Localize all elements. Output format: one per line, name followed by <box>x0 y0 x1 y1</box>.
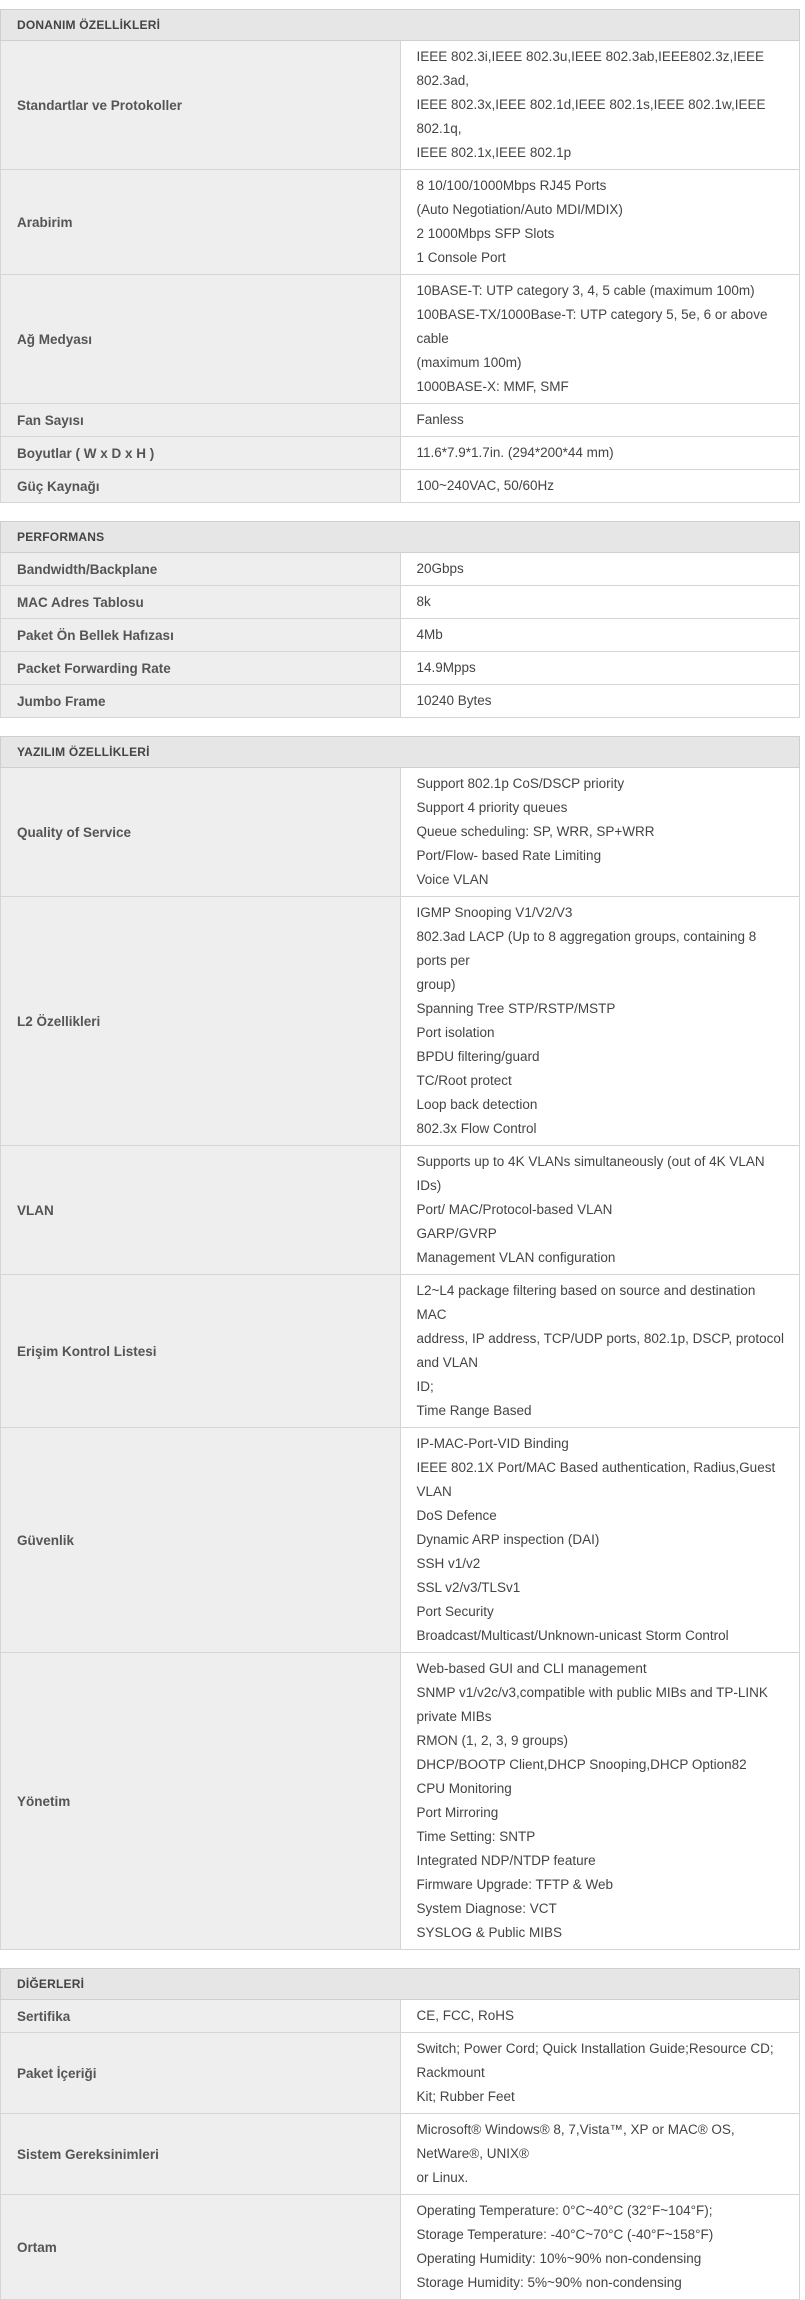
spec-value <box>400 2114 800 2195</box>
spec-value-line: 14.9Mpps <box>416 660 476 675</box>
spec-label: Yönetim <box>1 1653 401 1950</box>
spec-label: Paket İçeriği <box>1 2033 401 2114</box>
spec-row <box>1 2114 800 2195</box>
spec-value <box>400 1275 800 1428</box>
spec-row <box>1 2033 800 2114</box>
spec-value-line: IEEE 802.3i,IEEE 802.3u,IEEE 802.3ab,IEEE802.3z,IEEE 802.3ad, <box>416 49 764 88</box>
spec-value <box>400 275 800 404</box>
spec-value-line: SSL v2/v3/TLSv1 <box>416 1580 521 1595</box>
spec-row <box>1 619 800 652</box>
spec-label: Erişim Kontrol Listesi <box>1 1275 401 1428</box>
spec-value-line: 20Gbps <box>416 561 464 576</box>
spec-value-line: TC/Root protect <box>416 1073 512 1088</box>
spec-value-line: Time Setting: SNTP <box>416 1829 536 1844</box>
spec-row <box>1 170 800 275</box>
spec-row <box>1 1653 800 1950</box>
spec-value <box>400 897 800 1146</box>
spec-value-line: Port/Flow- based Rate Limiting <box>416 848 602 863</box>
spec-value-line: Port isolation <box>416 1025 495 1040</box>
spec-table-donanim-ozellikleri <box>0 9 800 503</box>
spec-label: MAC Adres Tablosu <box>1 586 401 619</box>
spec-value-line: Dynamic ARP inspection (DAI) <box>416 1532 600 1547</box>
spec-value-line: Fanless <box>416 412 464 427</box>
spec-row <box>1 41 800 170</box>
spec-value-line: System Diagnose: VCT <box>416 1901 557 1916</box>
spec-row <box>1 437 800 470</box>
spec-value-line: Port Mirroring <box>416 1805 499 1820</box>
spec-value-line: Operating Temperature: 0°C~40°C (32°F~104°F); <box>416 2203 713 2218</box>
spec-label: Sistem Gereksinimleri <box>1 2114 401 2195</box>
spec-value <box>400 2000 800 2033</box>
spec-value-line: Broadcast/Multicast/Unknown-unicast Storm Control <box>416 1628 729 1643</box>
spec-value-line: Voice VLAN <box>416 872 489 887</box>
spec-row <box>1 553 800 586</box>
spec-value-line: 100BASE-TX/1000Base-T: UTP category 5, 5e, 6 or above cable <box>416 307 768 346</box>
spec-value-line: Web-based GUI and CLI management <box>416 1661 647 1676</box>
spec-value-line: 1 Console Port <box>416 250 506 265</box>
spec-value-line: Loop back detection <box>416 1097 538 1112</box>
spec-value <box>400 652 800 685</box>
section-title: DİĞERLERİ <box>1 1969 800 2000</box>
spec-value <box>400 1146 800 1275</box>
spec-value <box>400 41 800 170</box>
spec-row <box>1 1428 800 1653</box>
spec-value <box>400 2033 800 2114</box>
spec-label: Packet Forwarding Rate <box>1 652 401 685</box>
spec-label: Standartlar ve Protokoller <box>1 41 401 170</box>
spec-value-line: RMON (1, 2, 3, 9 groups) <box>416 1733 569 1748</box>
spec-row <box>1 768 800 897</box>
spec-value-line: 1000BASE-X: MMF, SMF <box>416 379 569 394</box>
spec-value-line: (Auto Negotiation/Auto MDI/MDIX) <box>416 202 623 217</box>
spec-label: L2 Özellikleri <box>1 897 401 1146</box>
spec-value-line: Port/ MAC/Protocol-based VLAN <box>416 1202 613 1217</box>
spec-value-line: SYSLOG & Public MIBS <box>416 1925 563 1940</box>
spec-value <box>400 685 800 718</box>
spec-value-line: IEEE 802.1X Port/MAC Based authentication, Radius,Guest VLAN <box>416 1460 776 1499</box>
spec-row <box>1 685 800 718</box>
spec-label: Bandwidth/Backplane <box>1 553 401 586</box>
spec-value-line: 802.3x Flow Control <box>416 1121 537 1136</box>
section-title: DONANIM ÖZELLİKLERİ <box>1 10 800 41</box>
spec-value-line: or Linux. <box>416 2170 469 2185</box>
spec-value-line: 10BASE-T: UTP category 3, 4, 5 cable (maximum 100m) <box>416 283 755 298</box>
spec-value-line: Management VLAN configuration <box>416 1250 616 1265</box>
spec-value-line: CE, FCC, RoHS <box>416 2008 515 2023</box>
spec-value-line: DoS Defence <box>416 1508 497 1523</box>
spec-value-line: Operating Humidity: 10%~90% non-condensing <box>416 2251 702 2266</box>
spec-value-line: Storage Temperature: -40°C~70°C (-40°F~158°F) <box>416 2227 714 2242</box>
spec-value-line: IP-MAC-Port-VID Binding <box>416 1436 569 1451</box>
spec-value-line: 802.3ad LACP (Up to 8 aggregation groups, containing 8 ports per <box>416 929 757 968</box>
spec-table-performans <box>0 521 800 718</box>
spec-value <box>400 437 800 470</box>
spec-row <box>1 2000 800 2033</box>
spec-label: Güvenlik <box>1 1428 401 1653</box>
spec-label: Sertifika <box>1 2000 401 2033</box>
spec-value <box>400 553 800 586</box>
spec-value-line: Time Range Based <box>416 1403 532 1418</box>
spec-row <box>1 586 800 619</box>
section-title: YAZILIM ÖZELLİKLERİ <box>1 737 800 768</box>
spec-value-line: group) <box>416 977 456 992</box>
spec-value-line: Queue scheduling: SP, WRR, SP+WRR <box>416 824 655 839</box>
spec-label: Arabirim <box>1 170 401 275</box>
spec-row <box>1 275 800 404</box>
spec-value-line: 4Mb <box>416 627 443 642</box>
spec-value-line: SSH v1/v2 <box>416 1556 481 1571</box>
spec-value-line: Spanning Tree STP/RSTP/MSTP <box>416 1001 616 1016</box>
spec-label: Boyutlar ( W x D x H ) <box>1 437 401 470</box>
spec-value <box>400 586 800 619</box>
section-title: PERFORMANS <box>1 522 800 553</box>
spec-label: Ağ Medyası <box>1 275 401 404</box>
spec-table-yazilim-ozellikleri <box>0 736 800 1950</box>
spec-label: Jumbo Frame <box>1 685 401 718</box>
spec-value-line: Kit; Rubber Feet <box>416 2089 515 2104</box>
spec-value-line: 11.6*7.9*1.7in. (294*200*44 mm) <box>416 445 614 460</box>
spec-label: Quality of Service <box>1 768 401 897</box>
spec-value-line: IEEE 802.3x,IEEE 802.1d,IEEE 802.1s,IEEE 802.1w,IEEE 802.1q, <box>416 97 766 136</box>
spec-row <box>1 2195 800 2300</box>
spec-row <box>1 1275 800 1428</box>
spec-value-line: CPU Monitoring <box>416 1781 512 1796</box>
spec-value-line: IGMP Snooping V1/V2/V3 <box>416 905 573 920</box>
spec-label: Güç Kaynağı <box>1 470 401 503</box>
spec-row <box>1 470 800 503</box>
spec-label: Fan Sayısı <box>1 404 401 437</box>
spec-value-line: ID; <box>416 1379 434 1394</box>
spec-value-line: 2 1000Mbps SFP Slots <box>416 226 555 241</box>
spec-value-line: Port Security <box>416 1604 494 1619</box>
spec-value-line: 10240 Bytes <box>416 693 492 708</box>
spec-value-line: 8k <box>416 594 431 609</box>
spec-value-line: Storage Humidity: 5%~90% non-condensing <box>416 2275 682 2290</box>
spec-label: Ortam <box>1 2195 401 2300</box>
spec-value-line: Switch; Power Cord; Quick Installation Guide;Resource CD; Rackmount <box>416 2041 774 2080</box>
spec-value-line: IEEE 802.1x,IEEE 802.1p <box>416 145 572 160</box>
spec-value-line: BPDU filtering/guard <box>416 1049 540 1064</box>
spec-value-line: Integrated NDP/NTDP feature <box>416 1853 596 1868</box>
spec-value <box>400 170 800 275</box>
spec-value <box>400 404 800 437</box>
spec-row <box>1 897 800 1146</box>
spec-label: Paket Ön Bellek Hafızası <box>1 619 401 652</box>
spec-value-line: address, IP address, TCP/UDP ports, 802.1p, DSCP, protocol and VLAN <box>416 1331 784 1370</box>
spec-value-line: Microsoft® Windows® 8, 7,Vista™, XP or MAC® OS, NetWare®, UNIX® <box>416 2122 735 2161</box>
spec-value <box>400 619 800 652</box>
spec-value-line: 100~240VAC, 50/60Hz <box>416 478 554 493</box>
spec-value-line: (maximum 100m) <box>416 355 522 370</box>
spec-value-line: L2~L4 package filtering based on source and destination MAC <box>416 1283 756 1322</box>
spec-row <box>1 652 800 685</box>
spec-value <box>400 470 800 503</box>
spec-value <box>400 768 800 897</box>
spec-value-line: DHCP/BOOTP Client,DHCP Snooping,DHCP Option82 <box>416 1757 747 1772</box>
spec-row <box>1 404 800 437</box>
spec-value <box>400 2195 800 2300</box>
spec-row <box>1 1146 800 1275</box>
spec-value-line: GARP/GVRP <box>416 1226 497 1241</box>
spec-value-line: SNMP v1/v2c/v3,compatible with public MIBs and TP-LINK private MIBs <box>416 1685 768 1724</box>
spec-value <box>400 1428 800 1653</box>
spec-value-line: Support 802.1p CoS/DSCP priority <box>416 776 625 791</box>
spec-label: VLAN <box>1 1146 401 1275</box>
spec-table-digerleri <box>0 1968 800 2300</box>
spec-value <box>400 1653 800 1950</box>
spec-value-line: Firmware Upgrade: TFTP & Web <box>416 1877 614 1892</box>
spec-value-line: Supports up to 4K VLANs simultaneously (out of 4K VLAN IDs) <box>416 1154 765 1193</box>
spec-value-line: Support 4 priority queues <box>416 800 568 815</box>
spec-value-line: 8 10/100/1000Mbps RJ45 Ports <box>416 178 607 193</box>
